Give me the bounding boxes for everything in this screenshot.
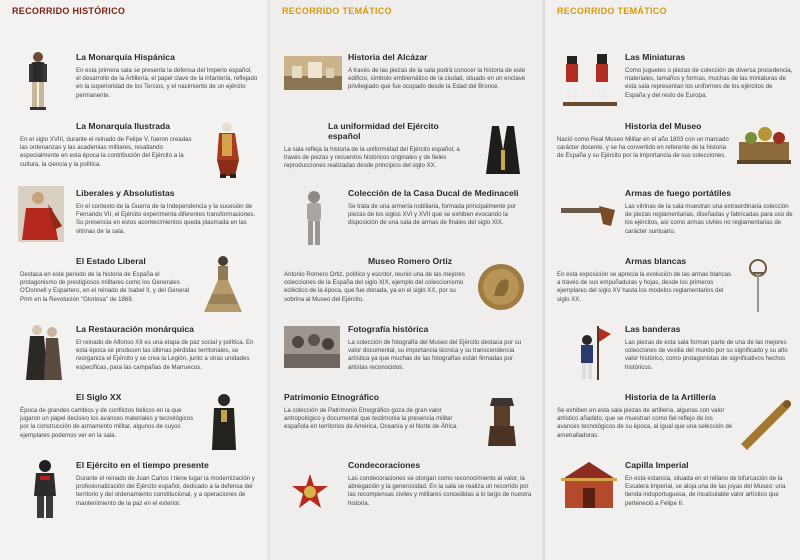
section-title: Las banderas [625, 324, 681, 334]
section-ejercito-presente [76, 460, 258, 508]
historic-photo-icon [284, 326, 340, 368]
section-text: En el siglo XVIII, durante el reinado de Felipe V, fueron creadas las ordenanzas y las academias militares, resaltando especialmente en esta época la contribución del Ejército a la cultura, la ciencia y la política. [20, 136, 192, 168]
uniform-jacket-icon [484, 120, 522, 178]
section-text: En esta primera sala se presenta la defensa del Imperio español, el desarrollo de la Artillería, el papel clave de la infantería, reflejado en la superioridad de los Tercios, y el nacimiento de un ejército permanente. [76, 67, 258, 99]
section-title: Historia del Museo [625, 121, 702, 131]
section-siglo-xx [20, 392, 198, 440]
toy-soldiers-icon [561, 50, 619, 108]
section-title: Liberales y Absolutistas [76, 188, 175, 198]
section-title: El Ejército en el tiempo presente [76, 460, 209, 470]
section-text: En esta estancia, situada en el rellano de bifurcación de la Escalera Imperial, se aloja una de las joyas del Museo: una tienda indoportuguesa, de incalculable valor artístico que perteneció a Felipe II. [625, 475, 786, 507]
section-text: La colección de Patrimonio Etnográfico goza de gran valor antropológico y documental que testimonia la presencia militar española en territorios de América, Oceanía y el Norte de África. [284, 407, 459, 431]
section-miniaturas [625, 52, 793, 100]
cannon-barrel-icon [735, 394, 793, 450]
section-text: Durante el reinado de Juan Carlos I tiene lugar la modernización y profesionalización del Ejército español, dedicado a la defensa del territorio y del ordenamiento constitucional, y a operaciones de mantenimiento de la paz en el exterior. [76, 475, 255, 507]
section-title: Historia de la Artillería [625, 392, 716, 402]
panel-header: RECORRIDO TEMÁTICO [557, 6, 667, 16]
section-fotografia [348, 324, 534, 372]
samurai-armor-icon [484, 392, 520, 448]
section-text: Como juguetes o piezas de colección de diversa procedencia, materiales, tamaños y formas, muchas de las miniaturas de esta sala representan los uniformes de los ejércitos de España y del resto de Europa. [625, 67, 793, 99]
section-title: Armas de fuego portátiles [625, 188, 732, 198]
section-liberales-absolutistas [76, 188, 258, 236]
section-capilla [625, 460, 793, 508]
bronze-medallion-icon [476, 262, 526, 312]
general-figure-icon [206, 392, 242, 452]
section-uniformidad [284, 121, 470, 171]
section-medinaceli [348, 188, 534, 228]
panel-historic-route [0, 0, 270, 560]
section-artilleria [557, 392, 733, 440]
section-title: La Monarquía Ilustrada [76, 121, 171, 131]
section-title: Armas blancas [625, 256, 687, 266]
armor-suit-icon [300, 190, 328, 248]
section-monarquia-hispanica [76, 52, 258, 100]
panel-header: RECORRIDO TEMÁTICO [282, 6, 392, 16]
section-text: Se exhiben en esta sala piezas de artillería, algunas con valor artístico añadido, que se muestran como fiel reflejo de los avances tecnológicos de su época, al igual que una selección de ametralladoras. [557, 407, 733, 439]
section-title: La Restauración monárquica [76, 324, 194, 334]
armored-soldier-figure-icon [20, 50, 56, 112]
queen-dress-figure-icon [202, 254, 244, 314]
section-title: El Siglo XX [76, 392, 122, 402]
section-etnografico [284, 392, 470, 432]
section-title: La Monarquía Hispánica [76, 52, 175, 62]
imperial-tent-icon [559, 460, 619, 510]
section-armas-blancas [557, 256, 733, 304]
section-armas-fuego [625, 188, 793, 236]
section-text: En esta exposición se aprecia la evolución de las armas blancas a través de sus empuñaduras y hojas, desde los primeros ejemplares del siglo XV hasta los modelos reglamentarios del siglo XX. [557, 271, 732, 303]
section-banderas [625, 324, 793, 372]
section-title: La uniformidad del Ejército español [328, 121, 439, 141]
section-title: Colección de la Casa Ducal de Medinaceli [348, 188, 519, 198]
section-text: Las condecoraciones se otorgan como reconocimiento al valor, la abnegación y la generosidad. En la sala se realiza un recorrido por las recompensas civiles y militares concedidas a lo largo de nuestra historia. [348, 475, 532, 507]
rapier-sword-icon [745, 256, 771, 314]
section-alcazar [348, 52, 534, 92]
modern-soldier-figure-icon [28, 458, 62, 520]
section-text: Las piezas de esta sala forman parte de una de las mejores colecciones de vexilia del mundo por su significado y su alto valor histórico, como protagonistas de significativos hechos históricos. [625, 339, 788, 371]
section-text: Antonio Romero Ortiz, político y escritor, reunió una de las mejores colecciones de la España del siglo XIX, ejemplo del coleccionismo ecléctico de la época, que fue donada, ya en el siglo XX, por su sobrina al Museo del Ejército. [284, 271, 465, 303]
red-coat-officer-figure-icon [205, 120, 245, 180]
section-text: El reinado de Alfonso XII es una etapa de paz social y política. En esta época se producen las últimas pérdidas territoriales, se reorganiza el Ejército y se crea la Legión, junto a otras unidades específicas, para las campañas de Marruecos. [76, 339, 254, 371]
flintlock-pistol-icon [559, 200, 619, 228]
city-painting-icon [284, 56, 342, 90]
section-text: Las vitrinas de la sala muestran una extraordinaria colección de piezas reglamentarias, diseñadas y fabricadas para uso de los ejércitos, así como armas civiles no reglamentarias de carácter suntuario. [625, 203, 793, 235]
section-romero-ortiz [284, 256, 470, 304]
section-historia-museo [557, 121, 733, 161]
panel-thematic-route-1 [270, 0, 545, 560]
section-text: La colección de fotografía del Museo del Ejército destaca por su valor documental, su importancia técnica y su transcendencia artística ya que muchas de las fotografías están firmadas por artistas reconocidos. [348, 339, 522, 371]
section-title: El Estado Liberal [76, 256, 146, 266]
panel-thematic-route-2 [545, 0, 800, 560]
museum-model-icon [735, 124, 793, 166]
section-text: Se trata de una armería nobiliaria, formada principalmente por piezas de los siglos XVI y XVII que se exhiben evocando la disposición de una sala de armas de finales del siglo XIX. [348, 203, 517, 227]
section-title: Las Miniaturas [625, 52, 686, 62]
section-estado-liberal [20, 256, 198, 304]
section-title: Patrimonio Etnográfico [284, 392, 380, 402]
couple-figure-icon [24, 322, 64, 382]
section-restauracion [76, 324, 258, 372]
section-text: Destaca en este periodo de la historia de España el protagonismo de prestigiosos militares como los Generales O'Donnell y Espartero, en el reinado de Isabel II, y del General Prim en la Revolución "Gloriosa" de 1868. [20, 271, 190, 303]
section-text: A través de las piezas de la sala podrá conocer la historia de este edificio, símbolo emblemático de la ciudad, situado en un enclave privilegiado que fue ocupado desde la Edad del Bronce. [348, 67, 526, 91]
flag-bearer-icon [571, 324, 611, 382]
section-text: Nació como Real Museo Militar en el año 1803 con un marcado carácter docente, y se ha convertido en referente de la historia de España y su Ejército por la importancia de sus colecciones. [557, 136, 729, 160]
section-text: La sala refleja la historia de la uniformidad del Ejército español, a través de piezas y recuerdos históricos originales y de fieles reproducciones realizadas desde principios del siglo XX. [284, 146, 460, 170]
section-title: Fotografía histórica [348, 324, 429, 334]
painting-figure-icon [18, 186, 64, 242]
section-condecoraciones [348, 460, 534, 508]
section-title: Museo Romero Ortiz [368, 256, 453, 266]
section-title: Condecoraciones [348, 460, 421, 470]
section-text: Época de grandes cambios y de conflictos bélicos en la que jugaron un papel decisivo los avances materiales y tecnológicos por la construcción de armamento militar, algunos de cuyos ejemplares podemos ver en la sala. [20, 407, 194, 439]
section-monarquia-ilustrada [20, 121, 198, 169]
panel-header: RECORRIDO HISTÓRICO [12, 6, 126, 16]
section-text: En el contexto de la Guerra de la Independencia y la sucesión de Fernando VII, el Ejército experimenta diferentes transformaciones. Su presencia en estos acontecimientos queda plasmada en las vitrinas de la sala. [76, 203, 256, 235]
section-title: Historia del Alcázar [348, 52, 428, 62]
star-medal-icon [290, 472, 330, 512]
section-title: Capilla Imperial [625, 460, 689, 470]
